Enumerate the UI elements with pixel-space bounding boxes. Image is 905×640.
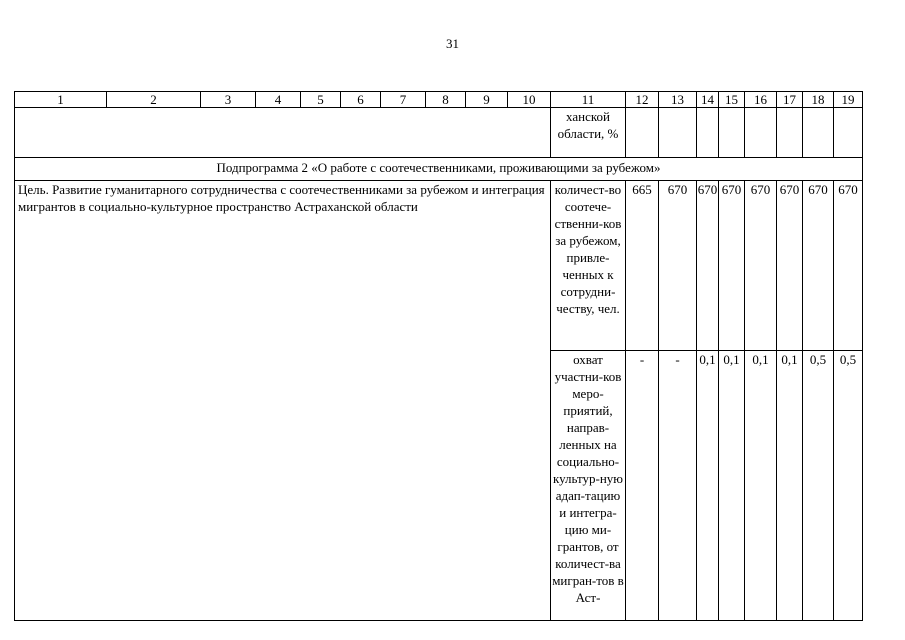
value-cell: 670	[777, 181, 803, 351]
value-cell: -	[659, 351, 697, 621]
col-header: 11	[551, 92, 626, 108]
col-header: 10	[508, 92, 551, 108]
col-header: 1	[15, 92, 107, 108]
col-header: 15	[719, 92, 745, 108]
empty-cell	[697, 108, 719, 158]
value-cell: 0,1	[719, 351, 745, 621]
col-header: 18	[803, 92, 834, 108]
subprogram-title: Подпрограмма 2 «О работе с соотечественниками, проживающими за рубежом»	[15, 158, 863, 181]
indicator-row	[15, 181, 863, 351]
indicator-continuation: ханской области, %	[551, 108, 626, 158]
value-cell: 670	[803, 181, 834, 351]
col-header: 8	[426, 92, 466, 108]
value-cell: 665	[626, 181, 659, 351]
value-cell: 670	[745, 181, 777, 351]
empty-cell	[777, 108, 803, 158]
subprogram-row	[15, 158, 863, 181]
header-row	[15, 92, 863, 108]
empty-cell	[803, 108, 834, 158]
empty-cell	[626, 108, 659, 158]
value-cell: 670	[659, 181, 697, 351]
indicator-name: охват участни-ков меро-приятий, направ-ленных на социально-культур-ную адап-тацию и интегра-цию ми-грантов, от количест-ва мигран-тов в Аст-	[551, 351, 626, 621]
col-header: 14	[697, 92, 719, 108]
col-header: 2	[107, 92, 201, 108]
value-cell: 670	[834, 181, 863, 351]
goal-text: Цель. Развитие гуманитарного сотрудничества с соотечественниками за рубежом и интеграция мигрантов в социально-культурное пространство Астраханской области	[15, 181, 551, 621]
col-header: 5	[301, 92, 341, 108]
col-header: 9	[466, 92, 508, 108]
col-header: 19	[834, 92, 863, 108]
indicators-table	[14, 91, 863, 621]
indicator-name: количест-во соотече-ственни-ков за рубежом, привле-ченных к сотрудни-честву, чел.	[551, 181, 626, 351]
col-header: 7	[381, 92, 426, 108]
col-header: 3	[201, 92, 256, 108]
col-header: 13	[659, 92, 697, 108]
page-number: 31	[446, 36, 459, 51]
value-cell: -	[626, 351, 659, 621]
empty-cell	[659, 108, 697, 158]
value-cell: 670	[697, 181, 719, 351]
value-cell: 0,5	[834, 351, 863, 621]
value-cell: 0,1	[697, 351, 719, 621]
col-header: 12	[626, 92, 659, 108]
col-header: 16	[745, 92, 777, 108]
empty-cell	[719, 108, 745, 158]
col-header: 4	[256, 92, 301, 108]
col-header: 6	[341, 92, 381, 108]
col-header: 17	[777, 92, 803, 108]
empty-cell	[834, 108, 863, 158]
continuation-row	[15, 108, 863, 158]
value-cell: 0,1	[745, 351, 777, 621]
empty-cell	[15, 108, 551, 158]
value-cell: 0,1	[777, 351, 803, 621]
value-cell: 0,5	[803, 351, 834, 621]
value-cell: 670	[719, 181, 745, 351]
empty-cell	[745, 108, 777, 158]
